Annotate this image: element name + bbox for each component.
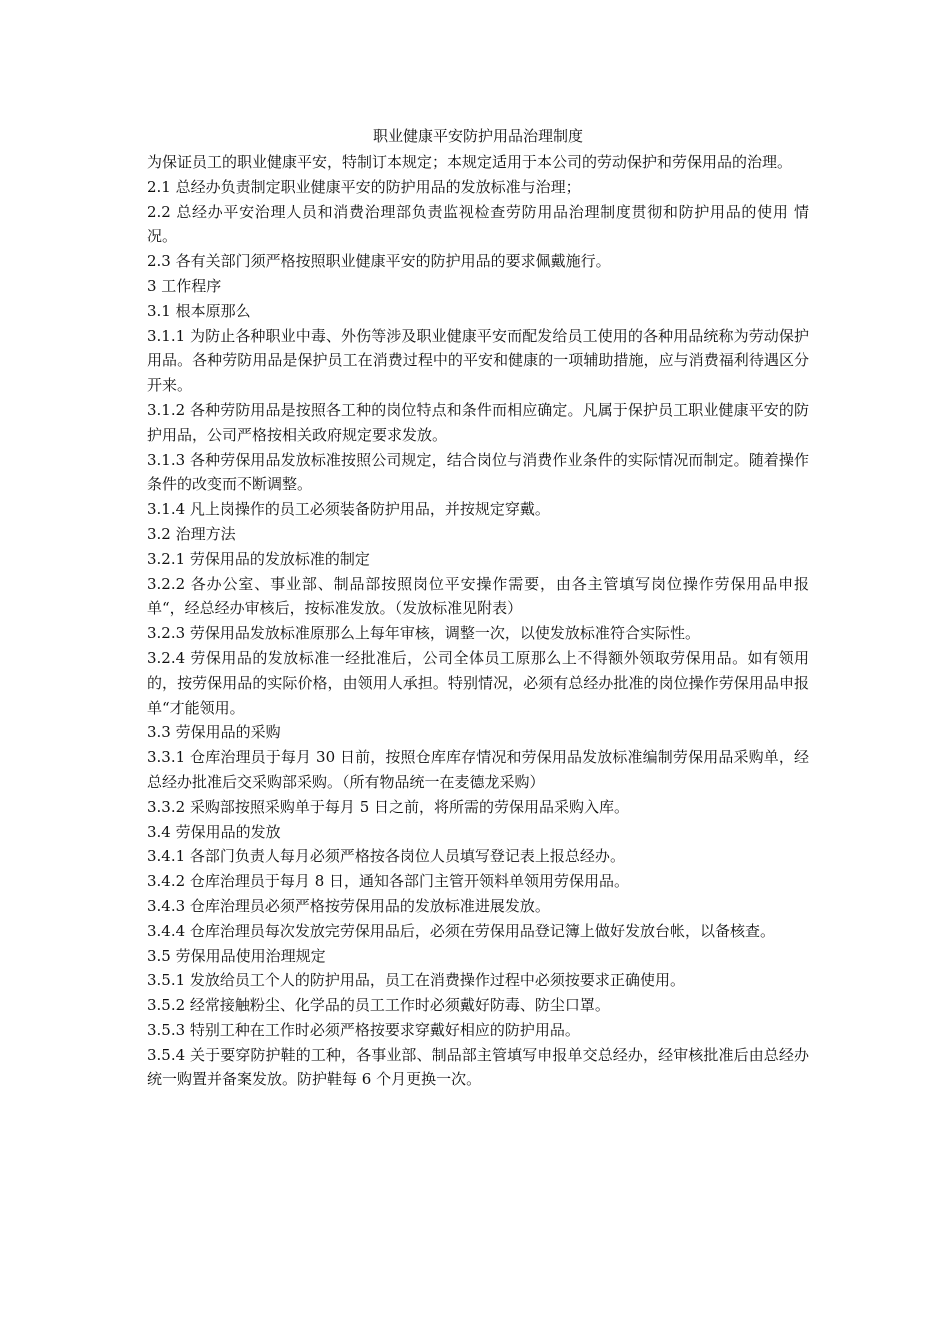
paragraph-3-2-3: 3.2.3 劳保用品发放标准原那么上每年审核，调整一次，以使发放标准符合实际性。 xyxy=(147,624,700,643)
section-heading-3-4: 3.4 劳保用品的发放 xyxy=(147,822,281,841)
paragraph-3-2-4: 3.2.4 劳保用品的发放标准一经批准后，公司全体员工原那么上不得额外领取劳保用品。如有领用的，按劳保用品的实际价格，由领用人承担。特别情况，必须有总经办批准的岗位操作劳保用品申报单“才能领用。 xyxy=(147,648,809,717)
section-heading-3-5: 3.5 劳保用品使用治理规定 xyxy=(147,946,326,965)
document-title: 职业健康平安防护用品治理制度 xyxy=(372,127,583,145)
paragraph-2-1: 2.1 总经办负责制定职业健康平安的防护用品的发放标准与治理； xyxy=(147,177,581,196)
section-heading-3-1: 3.1 根本原那么 xyxy=(147,301,251,320)
paragraph-3-5-3: 3.5.3 特别工种在工作时必须严格按要求穿戴好相应的防护用品。 xyxy=(147,1020,580,1039)
section-heading-3-2: 3.2 治理方法 xyxy=(147,524,236,543)
paragraph-3-3-2: 3.3.2 采购部按照采购单于每月 5 日之前，将所需的劳保用品采购入库。 xyxy=(147,797,630,816)
paragraph-3-2-1: 3.2.1 劳保用品的发放标准的制定 xyxy=(147,549,370,568)
paragraph-3-1-2: 3.1.2 各种劳防用品是按照各工种的岗位特点和条件而相应确定。凡属于保护员工职业健康平安的防护用品，公司严格按相关政府规定要求发放。 xyxy=(147,400,809,444)
section-heading-3: 3 工作程序 xyxy=(147,276,222,295)
paragraph-3-1-1: 3.1.1 为防止各种职业中毒、外伤等涉及职业健康平安而配发给员工使用的各种用品统称为劳动保护用品。各种劳防用品是保护员工在消费过程中的平安和健康的一项辅助措施，应与消费福利待遇区分开来。 xyxy=(147,326,809,395)
paragraph-3-1-4: 3.1.4 凡上岗操作的员工必须装备防护用品，并按规定穿戴。 xyxy=(147,500,550,519)
paragraph-3-4-3: 3.4.3 仓库治理员必须严格按劳保用品的发放标准进展发放。 xyxy=(147,896,550,915)
paragraph-3-4-2: 3.4.2 仓库治理员于每月 8 日，通知各部门主管开领料单领用劳保用品。 xyxy=(147,872,630,891)
paragraph-3-4-4: 3.4.4 仓库治理员每次发放完劳保用品后，必须在劳保用品登记簿上做好发放台帐，以备核查。 xyxy=(147,921,775,940)
paragraph-3-5-2: 3.5.2 经常接触粉尘、化学品的员工工作时必须戴好防毒、防尘口罩。 xyxy=(147,996,610,1015)
paragraph-3-2-2: 3.2.2 各办公室、事业部、制品部按照岗位平安操作需要，由各主管填写岗位操作劳保用品申报单“，经总经办审核后，按标准发放。（发放标准见附表） xyxy=(147,574,809,618)
paragraph-3-5-4: 3.5.4 关于要穿防护鞋的工种，各事业部、制品部主管填写申报单交总经办，经审核批准后由总经办统一购置并备案发放。防护鞋每 6 个月更换一次。 xyxy=(147,1045,809,1089)
paragraph-3-1-3: 3.1.3 各种劳保用品发放标准按照公司规定，结合岗位与消费作业条件的实际情况而制定。随着操作条件的改变而不断调整。 xyxy=(147,450,809,494)
section-heading-3-3: 3.3 劳保用品的采购 xyxy=(147,723,281,742)
paragraph-3-5-1: 3.5.1 发放给员工个人的防护用品，员工在消费操作过程中必须按要求正确使用。 xyxy=(147,971,685,990)
paragraph-2-3: 2.3 各有关部门须严格按照职业健康平安的防护用品的要求佩戴施行。 xyxy=(147,252,611,271)
paragraph-3-4-1: 3.4.1 各部门负责人每月必须严格按各岗位人员填写登记表上报总经办。 xyxy=(147,847,625,866)
paragraph-3-3-1: 3.3.1 仓库治理员于每月 30 日前，按照仓库库存情况和劳保用品发放标准编制劳保用品采购单，经总经办批准后交采购部采购。（所有物品统一在麦德龙采购） xyxy=(147,748,809,791)
paragraph-intro: 为保证员工的职业健康平安，特制订本规定；本规定适用于本公司的劳动保护和劳保用品的治理。 xyxy=(147,153,793,171)
document-page xyxy=(145,124,809,1092)
paragraph-2-2: 2.2 总经办平安治理人员和消费治理部负责监视检查劳防用品治理制度贯彻和防护用品的使用 情况。 xyxy=(147,202,809,246)
